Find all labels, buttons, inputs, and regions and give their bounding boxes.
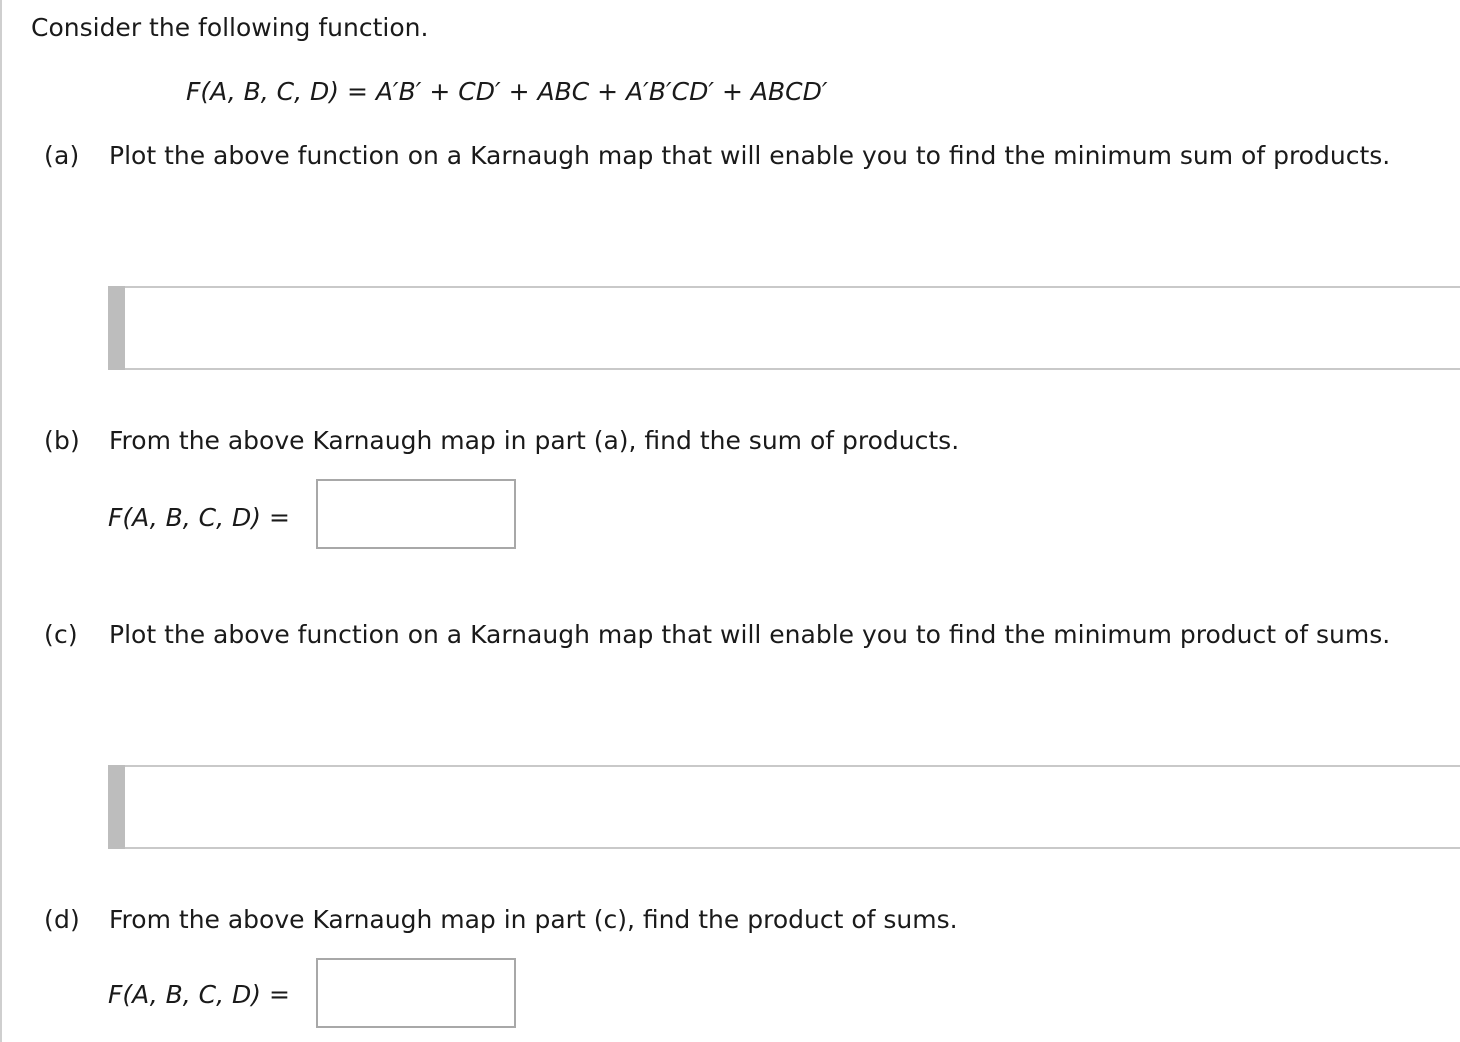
part-c-text: Plot the above function on a Karnaugh map that will enable you to find the minimum product of sums. [109,620,1391,649]
intro-text: Consider the following function. [31,13,429,42]
part-b-text: From the above Karnaugh map in part (a), find the sum of products. [109,426,960,455]
function-expression: F(A, B, C, D) = A′B′ + CD′ + ABC + A′B′CD′ + ABCD′ [186,77,828,106]
karnaugh-map-widget-a[interactable] [108,286,1460,370]
part-d-answer-prefix: F(A, B, C, D) = [108,980,290,1009]
part-c-label: (c) [44,620,78,649]
part-b-label: (b) [44,426,80,455]
part-d-label: (d) [44,905,80,934]
karnaugh-map-widget-c[interactable] [108,765,1460,849]
left-border [0,0,2,1042]
part-a-label: (a) [44,141,80,170]
sum-of-products-input[interactable] [316,479,516,549]
widget-left-bar [108,286,125,370]
widget-left-bar [108,765,125,849]
part-d-text: From the above Karnaugh map in part (c), find the product of sums. [109,905,958,934]
part-b-answer-prefix: F(A, B, C, D) = [108,503,290,532]
part-a-text: Plot the above function on a Karnaugh map that will enable you to find the minimum sum of products. [109,141,1391,170]
product-of-sums-input[interactable] [316,958,516,1028]
